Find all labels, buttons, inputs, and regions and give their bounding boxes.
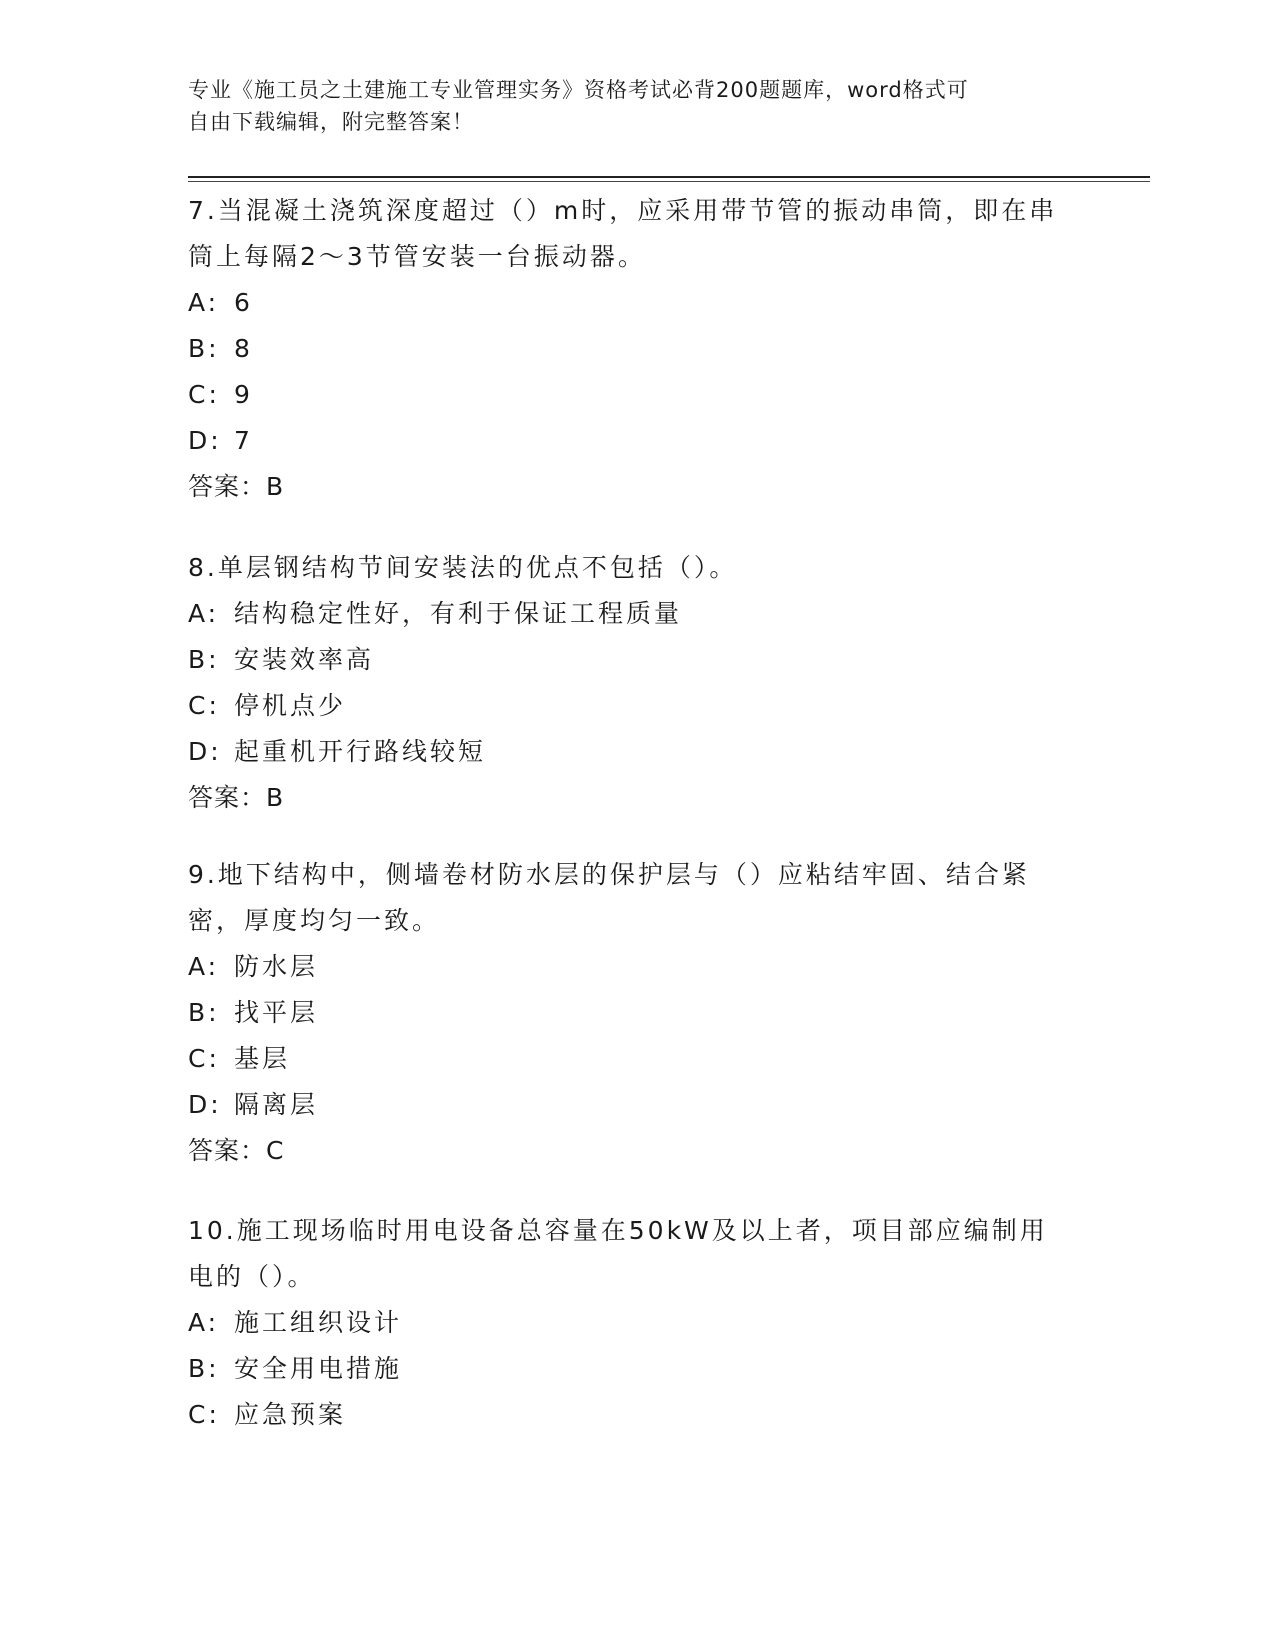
option-letter: A: [188, 599, 220, 628]
option-text: 安全用电措施 [234, 1354, 403, 1383]
question-text [188, 1208, 1088, 1300]
header-line-2: 自由下载编辑，附完整答案！ [188, 110, 474, 134]
option-text: 起重机开行路线较短 [234, 737, 487, 766]
question-line: 电的（）。 [188, 1262, 316, 1291]
option-letter: C: [188, 691, 220, 720]
option-d [188, 418, 1088, 464]
option-text: 9 [234, 380, 253, 409]
question-8 [188, 545, 1088, 821]
question-line: 8.单层钢结构节间安装法的优点不包括（）。 [188, 553, 738, 582]
question-10 [188, 1208, 1088, 1438]
answer: 答案：B [188, 472, 285, 501]
option-text: 安装效率高 [234, 645, 375, 674]
header-line-1: 专业《施工员之土建施工专业管理实务》资格考试必背200题题库，word格式可 [188, 78, 969, 102]
option-letter: D: [188, 426, 222, 455]
question-line: 7.当混凝土浇筑深度超过（）m时，应采用带节管的振动串筒，即在串 [188, 196, 1058, 225]
question-9 [188, 852, 1088, 1174]
option-text: 6 [234, 288, 253, 317]
question-7 [188, 188, 1088, 510]
option-text: 施工组织设计 [234, 1308, 403, 1337]
answer: 答案：C [188, 1136, 285, 1165]
option-text: 找平层 [234, 998, 319, 1027]
option-letter: D: [188, 737, 222, 766]
question-line: 密，厚度均匀一致。 [188, 906, 441, 935]
option-text: 停机点少 [234, 691, 347, 720]
option-letter: B: [188, 1354, 220, 1383]
option-b [188, 326, 1088, 372]
option-text: 应急预案 [234, 1400, 347, 1429]
option-letter: C: [188, 1044, 220, 1073]
option-text: 8 [234, 334, 253, 363]
option-letter: A: [188, 952, 220, 981]
question-line: 9.地下结构中，侧墙卷材防水层的保护层与（）应粘结牢固、结合紧 [188, 860, 1030, 889]
option-letter: A: [188, 288, 220, 317]
option-letter: C: [188, 1400, 220, 1429]
question-text [188, 188, 1088, 280]
option-letter: C: [188, 380, 220, 409]
option-c [188, 1392, 1088, 1438]
option-letter: B: [188, 334, 220, 363]
document-header [188, 74, 1088, 138]
question-text [188, 545, 1088, 591]
option-d [188, 1082, 1088, 1128]
question-line: 筒上每隔2～3节管安装一台振动器。 [188, 242, 646, 271]
option-a [188, 280, 1088, 326]
question-text [188, 852, 1088, 944]
option-b [188, 990, 1088, 1036]
header-divider-thick [188, 176, 1150, 178]
option-b [188, 1346, 1088, 1392]
option-c [188, 372, 1088, 418]
option-a [188, 1300, 1088, 1346]
option-text: 防水层 [234, 952, 319, 981]
option-b [188, 637, 1088, 683]
option-a [188, 944, 1088, 990]
option-text: 基层 [234, 1044, 291, 1073]
header-divider-thin [188, 181, 1150, 182]
answer: 答案：B [188, 783, 285, 812]
option-text: 7 [234, 426, 253, 455]
option-c [188, 683, 1088, 729]
question-line: 10.施工现场临时用电设备总容量在50kW及以上者，项目部应编制用 [188, 1216, 1048, 1245]
option-c [188, 1036, 1088, 1082]
option-letter: D: [188, 1090, 222, 1119]
option-letter: B: [188, 645, 220, 674]
option-letter: A: [188, 1308, 220, 1337]
option-a [188, 591, 1088, 637]
option-d [188, 729, 1088, 775]
option-letter: B: [188, 998, 220, 1027]
option-text: 结构稳定性好，有利于保证工程质量 [234, 599, 683, 628]
option-text: 隔离层 [234, 1090, 319, 1119]
